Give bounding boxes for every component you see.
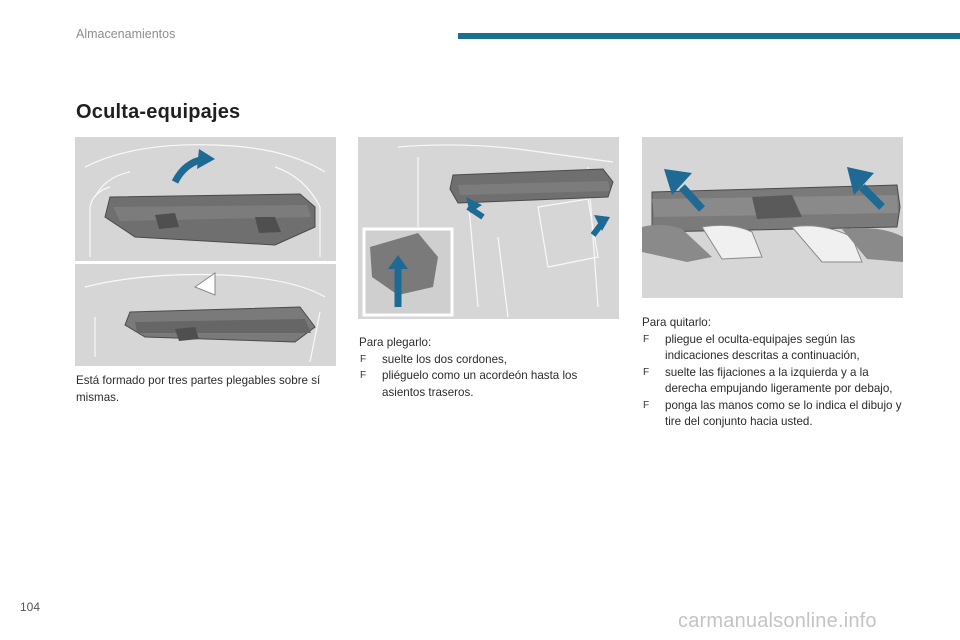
figure-3-illustration [642,137,903,298]
column-2-text [359,335,621,401]
page-number: 104 [20,600,41,614]
column-3-intro: Para quitarlo: [642,316,711,329]
header-accent-bar [458,33,960,39]
bullet-icon: F [360,370,367,381]
column-3-text [642,315,904,431]
page-title: Oculta-equipajes [76,101,241,123]
list-item: F suelte las fijaciones a la izquierda y a la derecha empujando ligeramente por debajo, [643,365,893,395]
list-item: F pliegue el oculta-equipajes según las indicaciones descritas a continuación, [643,332,860,362]
column-2-intro: Para plegarlo: [359,336,432,349]
list-item: F suelte los dos cordones, [359,352,621,369]
figure-1-illustration [75,137,336,366]
figure-removing-shelf [642,137,903,298]
section-label: Almacenamientos [76,27,176,41]
column-2-steps [359,352,621,402]
figure-parcel-shelf-folds [75,137,336,366]
bullet-icon: F [643,366,650,378]
bullet-icon: F [360,353,367,365]
column-1-text [76,373,338,406]
column-3-steps [642,332,904,431]
list-item: F ponga las manos como se lo indica el dibujo y tire del conjunto hacia usted. [643,398,902,428]
figure-2-illustration [358,137,619,319]
list-item: F pliéguelo como un acordeón hasta los asientos traseros. [360,369,578,399]
figure-folding-cords [358,137,619,319]
bullet-icon: F [643,399,650,411]
watermark: carmanualsonline.info [678,610,877,632]
column-1-intro: Está formado por tres partes plegables sobre sí mismas. [76,374,321,404]
bullet-icon: F [643,333,650,345]
